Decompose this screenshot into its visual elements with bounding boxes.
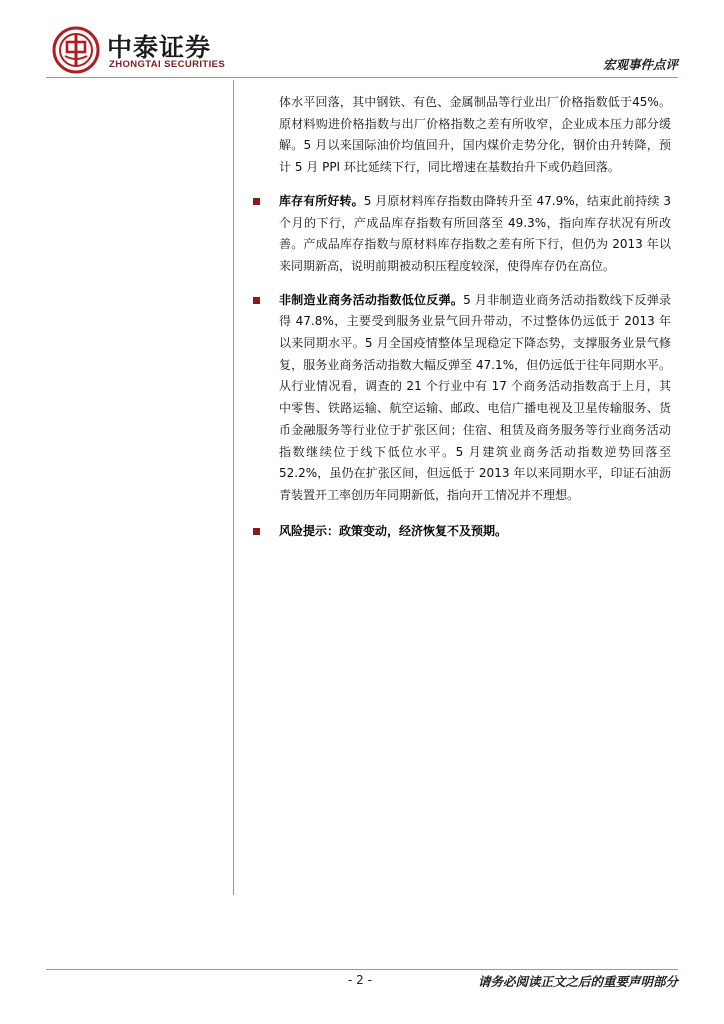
continued-paragraph: 体水平回落，其中钢铁、有色、金属制品等行业出厂价格指数低于45%。原材料购进价格指数与出厂价格指数之差有所收窄，企业成本压力部分缓解。5 月以来国际油价均值回升，国内煤价走势分化，钢价由升转降，预计 5 月 PPI 环比延续下行，同比增速在基数抬升下或仍趋回落。 bbox=[279, 95, 671, 175]
footer-divider bbox=[46, 969, 678, 970]
bullet-square-icon bbox=[253, 297, 260, 304]
bullet-paragraph bbox=[279, 521, 671, 543]
bullet-square-icon bbox=[253, 198, 260, 205]
header-divider bbox=[46, 77, 678, 78]
risk-warning: 风险提示：政策变动，经济恢复不及预期。 bbox=[279, 523, 508, 538]
page-number: - 2 - bbox=[348, 973, 372, 987]
bullet-square-icon bbox=[253, 528, 260, 535]
bullet-lead: 非制造业商务活动指数低位反弹。 bbox=[279, 292, 464, 307]
bullet-paragraph bbox=[279, 191, 671, 278]
bullet-lead: 库存有所好转。 bbox=[279, 193, 364, 208]
report-type-label: 宏观事件点评 bbox=[602, 57, 678, 72]
bullet-item-non-manufacturing bbox=[251, 290, 671, 507]
bullet-paragraph bbox=[279, 290, 671, 507]
logo-chinese-name: 中泰证券 bbox=[107, 33, 212, 62]
bullet-text: 5 月原材料库存指数由降转升至 47.9%，结束此前持续 3 个月的下行，产成品库存指数有所回落至 49.3%，指向库存状况有所改善。产成品库存指数与原材料库存指数之差有所下行，但仍为 2013 年以来同期新高，说明前期被动积压程度较深，使得库存仍在高位。 bbox=[279, 193, 671, 273]
left-margin-divider bbox=[233, 80, 234, 895]
report-body bbox=[251, 92, 671, 542]
logo-english-name: ZHONGTAI SECURITIES bbox=[109, 59, 226, 70]
zhongtai-logo-icon bbox=[52, 26, 100, 74]
disclaimer-notice: 请务必阅读正文之后的重要声明部分 bbox=[477, 974, 678, 989]
bullet-item-inventory bbox=[251, 191, 671, 278]
company-logo bbox=[52, 26, 242, 76]
bullet-text: 5 月非制造业商务活动指数线下反弹录得 47.8%，主要受到服务业景气回升带动，不过整体仍远低于 2013 年以来同期水平。5 月全国疫情整体呈现稳定下降态势，支撑服务业景气修复，服务业商务活动指数大幅反弹至 47.1%，但仍远低于往年同期水平。从行业情况看，调查的 21 个行业中有 17 个商务活动指数高于上月，其中零售、铁路运输、航空运输、邮政、电信广播电视及卫星传输服务、货币金融服务等行业位于扩张区间；住宿、租赁及商务服务等行业商务活动指数继续位于线下低位水平。5 月建筑业商务活动指数逆势回落至 52.2%，虽仍在扩张区间，但远低于 2013 年以来同期水平，印证石油沥青装置开工率创历年同期新低，指向开工情况并不理想。 bbox=[279, 292, 671, 502]
bullet-item-risk bbox=[251, 521, 671, 543]
